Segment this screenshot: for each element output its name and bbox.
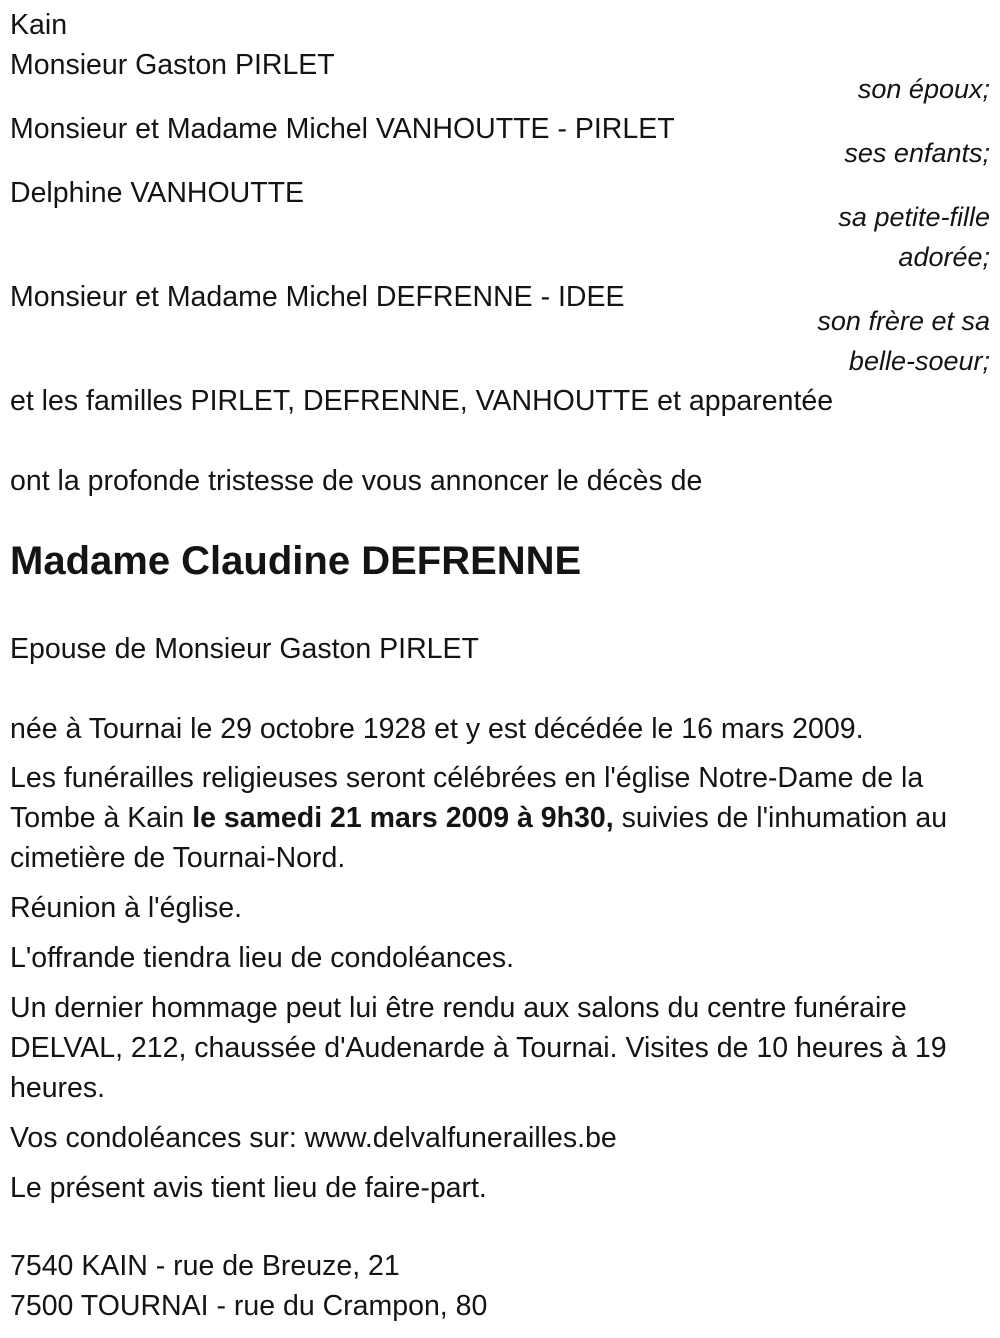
tribute-paragraph: Un dernier hommage peut lui être rendu aux salons du centre funéraire DELVAL, 212, chaussée d'Audenarde à Tournai. Visites de 10 heures à 19 heures. xyxy=(10,992,947,1104)
condolences-paragraph xyxy=(10,1118,990,1158)
family-member-role: belle-soeur; xyxy=(848,346,990,376)
family-entry xyxy=(10,45,990,109)
family-entry xyxy=(10,109,990,173)
funeral-text-before: Les funérailles religieuses seront célébrées en l'église Notre-Dame de la Tombe à Kain xyxy=(10,762,924,834)
family-member-name: Delphine VANHOUTTE xyxy=(10,177,305,209)
deceased-name: Madame Claudine DEFRENNE xyxy=(10,539,582,583)
condolences-link[interactable]: www.delvalfunerailles.be xyxy=(304,1122,617,1154)
address: 7500 TOURNAI - rue du Crampon, 80 xyxy=(10,1290,488,1322)
family-member-role: ses enfants; xyxy=(844,138,990,168)
location: Kain xyxy=(10,9,68,41)
family-entry xyxy=(10,173,990,277)
offering-paragraph: L'offrande tiendra lieu de condoléances. xyxy=(10,942,515,974)
family-member-name: Monsieur et Madame Michel VANHOUTTE - PIRLET xyxy=(10,113,675,145)
funeral-date-time: le samedi 21 mars 2009 à 9h30, xyxy=(192,802,614,834)
notice-paragraph: Le présent avis tient lieu de faire-part. xyxy=(10,1172,487,1204)
family-entry xyxy=(10,277,990,381)
family-member-role: sa petite-fille xyxy=(838,202,990,232)
funeral-paragraph xyxy=(10,758,990,878)
family-member-role: adorée; xyxy=(898,242,990,272)
family-member-role: son époux; xyxy=(857,74,990,104)
family-member-name: Monsieur et Madame Michel DEFRENNE - IDEE xyxy=(10,281,625,313)
spouse-line: Epouse de Monsieur Gaston PIRLET xyxy=(10,633,479,665)
funeral-text-after: suivies de l'inhumation au cimetière de Tournai-Nord. xyxy=(10,802,948,874)
meeting-paragraph: Réunion à l'église. xyxy=(10,892,243,924)
condolences-label: Vos condoléances sur: xyxy=(10,1122,305,1154)
family-member-name: Monsieur Gaston PIRLET xyxy=(10,49,335,81)
announcement: ont la profonde tristesse de vous annoncer le décès de xyxy=(10,465,703,497)
address: 7540 KAIN - rue de Breuze, 21 xyxy=(10,1250,400,1282)
families-line: et les familles PIRLET, DEFRENNE, VANHOUTTE et apparentée xyxy=(10,385,834,417)
birth-death-line: née à Tournai le 29 octobre 1928 et y est décédée le 16 mars 2009. xyxy=(10,713,864,745)
family-member-role: son frère et sa xyxy=(817,306,990,336)
